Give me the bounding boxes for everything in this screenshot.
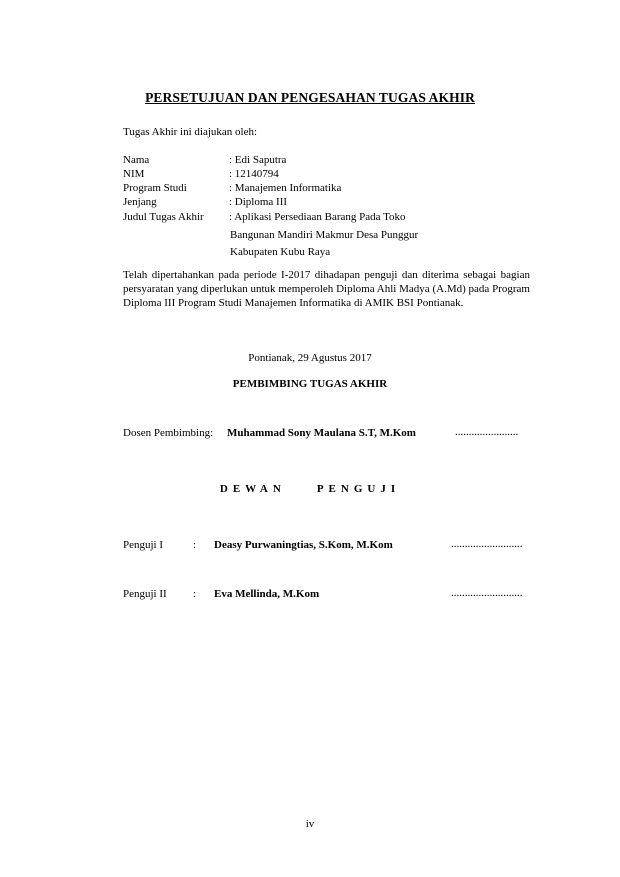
penguji-colon: : — [193, 588, 197, 600]
penguji-colon: : — [193, 539, 197, 551]
dosen-label: Dosen Pembimbing: — [123, 427, 214, 439]
judul-continuation: Kabupaten Kubu Raya — [230, 246, 331, 258]
field-value: : Diploma III — [229, 196, 288, 208]
dosen-name: Muhammad Sony Maulana S.T, M.Kom — [227, 427, 416, 439]
field-value: : Aplikasi Persediaan Barang Pada Toko — [229, 211, 406, 223]
page-title: PERSETUJUAN DAN PENGESAHAN TUGAS AKHIR — [145, 90, 475, 105]
field-value: : Edi Saputra — [229, 154, 287, 166]
signature-line: .......................... — [451, 538, 523, 550]
dewan-heading: DEWAN PENGUJI — [219, 483, 401, 495]
penguji-label: Penguji I — [123, 539, 164, 551]
field-label: Nama — [123, 154, 150, 166]
page-number: iv — [305, 818, 315, 830]
field-label: Program Studi — [123, 182, 187, 194]
penguji-name: Eva Mellinda, M.Kom — [214, 588, 320, 600]
field-value: : 12140794 — [229, 168, 279, 180]
intro-text: Tugas Akhir ini diajukan oleh: — [123, 126, 258, 138]
signature-line: .......................... — [451, 587, 523, 599]
place-date: Pontianak, 29 Agustus 2017 — [248, 352, 372, 364]
penguji-name: Deasy Purwaningtias, S.Kom, M.Kom — [214, 539, 393, 551]
field-label: Jenjang — [123, 196, 157, 208]
field-label: NIM — [123, 168, 145, 180]
field-value: : Manajemen Informatika — [229, 182, 342, 194]
approval-paragraph: Telah dipertahankan pada periode I-2017 dihadapan penguji dan diterima sebagai bagian persyaratan yang diperlukan untuk memperoleh Diploma Ahli Madya (A.Md) pada Program Diploma III Program Studi Manajemen Informatika di AMIK BSI Pontianak. — [123, 269, 530, 309]
signature-line: ....................... — [455, 426, 519, 438]
pembimbing-heading: PEMBIMBING TUGAS AKHIR — [232, 378, 388, 390]
judul-continuation: Bangunan Mandiri Makmur Desa Punggur — [230, 229, 419, 241]
penguji-label: Penguji II — [123, 588, 167, 600]
field-label: Judul Tugas Akhir — [123, 211, 204, 223]
